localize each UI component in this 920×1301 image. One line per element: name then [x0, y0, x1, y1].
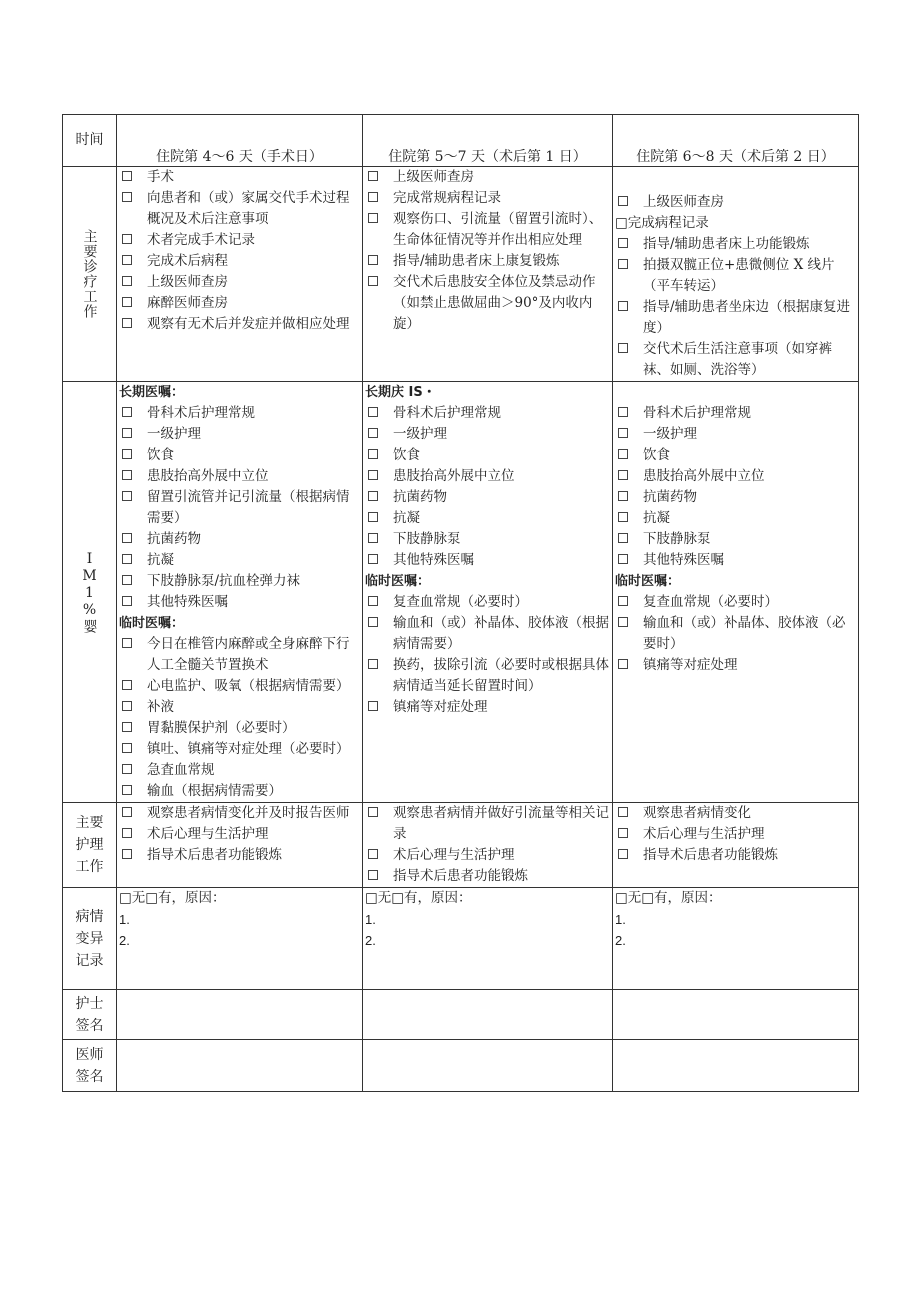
checklist-item — [365, 167, 610, 188]
checklist-item-text: 指导/辅助患者床上功能锻炼 — [643, 236, 810, 252]
checklist-item — [119, 487, 360, 529]
checkbox[interactable] — [618, 428, 628, 438]
temporary-orders-title: 临时医嘱： — [365, 574, 431, 589]
checkbox[interactable] — [122, 192, 132, 202]
checkbox[interactable] — [368, 617, 378, 627]
checkbox[interactable] — [122, 828, 132, 838]
time-label: 时间 — [75, 132, 104, 148]
checklist-item — [615, 403, 856, 424]
checklist-item — [119, 697, 360, 718]
checkbox[interactable] — [122, 533, 132, 543]
checklist-item — [119, 188, 360, 230]
main-work-label-cell — [63, 167, 117, 382]
variation-col3 — [613, 888, 859, 990]
variation-choice[interactable]: □无□有，原因： — [365, 890, 472, 906]
variation-choice[interactable]: □无□有，原因： — [119, 890, 226, 906]
checkbox[interactable] — [368, 596, 378, 606]
checklist-item-text: 术后心理与生活护理 — [643, 826, 765, 842]
checklist — [363, 592, 612, 718]
checkbox[interactable] — [368, 428, 378, 438]
checklist-item-text: 上级医师查房 — [393, 169, 474, 185]
checkbox[interactable] — [368, 276, 378, 286]
checklist-item — [119, 824, 360, 845]
nurse-sign-label: 护士 签名 — [75, 995, 104, 1034]
checklist-item-text: 患肢抬高外展中立位 — [147, 468, 269, 484]
checkbox[interactable] — [122, 764, 132, 774]
checkbox[interactable] — [122, 722, 132, 732]
checkbox[interactable] — [122, 743, 132, 753]
checklist-item-text: 镇吐、镇痛等对症处理（必要时） — [147, 741, 350, 757]
long-term-orders-title: 长期庆 IS・ — [365, 385, 436, 400]
checkbox[interactable] — [618, 849, 628, 859]
checklist-item — [365, 592, 610, 613]
checkbox[interactable] — [368, 659, 378, 669]
doctor-sign-col2[interactable] — [363, 1040, 613, 1092]
checkbox[interactable] — [368, 533, 378, 543]
checklist-item-text: 其他特殊医嘱 — [393, 552, 474, 568]
main-work-label: 主要诊疗工作 — [81, 229, 98, 319]
checkbox[interactable] — [368, 192, 378, 202]
column-header-day1: 住院第 4～6 天（手术日） — [117, 115, 363, 167]
checklist-item — [365, 272, 610, 335]
checklist-item-text: 一级护理 — [393, 426, 447, 442]
checklist-item — [119, 803, 360, 824]
checklist-item — [365, 655, 610, 697]
nurse-sign-col3[interactable] — [613, 990, 859, 1040]
orders-label: IM1%婴 — [81, 550, 98, 634]
checklist-item — [615, 613, 856, 655]
checklist-item-text: 复查血常规（必要时） — [643, 594, 778, 610]
checklist-item-text: 骨科术后护理常规 — [147, 405, 255, 421]
checklist — [363, 803, 612, 887]
checklist-item-text: 上级医师查房 — [147, 274, 228, 290]
checklist — [117, 634, 362, 802]
checklist-item — [365, 550, 610, 571]
checklist-item — [365, 188, 610, 209]
checkbox[interactable] — [368, 807, 378, 817]
checklist-item-text: 拍摄双髋正位+患微侧位 X 线片（平车转运） — [643, 257, 835, 294]
checklist-item-text: 抗菌药物 — [643, 489, 697, 505]
checkbox[interactable] — [368, 171, 378, 181]
checklist-item-text: 抗凝 — [643, 510, 670, 526]
checklist-item — [365, 251, 610, 272]
checkbox[interactable] — [368, 870, 378, 880]
checklist-item — [119, 529, 360, 550]
main-work-col1 — [117, 167, 363, 382]
nursing-col1 — [117, 803, 363, 888]
checklist-item-text: 镇痛等对症处理 — [393, 699, 488, 715]
checklist — [117, 403, 362, 613]
checklist-item — [365, 866, 610, 887]
checklist-item-text: 留置引流管并记引流量（根据病情需要） — [147, 489, 350, 526]
checklist-item-text: 输血和（或）补晶体、胶体液（必要时） — [643, 615, 846, 652]
checklist-item-text: 心电监护、吸氧（根据病情需要） — [147, 678, 350, 694]
checkbox[interactable] — [618, 596, 628, 606]
variation-reason-1[interactable]: 1. — [365, 912, 376, 927]
checklist-item — [119, 845, 360, 866]
nurse-sign-row — [63, 990, 859, 1040]
checklist-item — [615, 529, 856, 550]
checklist — [613, 803, 858, 866]
checklist-item — [119, 718, 360, 739]
checklist-item-text: 下肢静脉泵 — [393, 531, 461, 547]
inline-checklist-item: □完成病程记录 — [615, 215, 709, 231]
checklist-item-text: 指导术后患者功能锻炼 — [393, 868, 528, 884]
checklist-item-text: 饮食 — [393, 447, 420, 463]
checkbox[interactable] — [122, 807, 132, 817]
checklist-item — [615, 487, 856, 508]
orders-col2 — [363, 382, 613, 803]
variation-col2 — [363, 888, 613, 990]
checklist-item — [365, 424, 610, 445]
doctor-sign-label: 医师 签名 — [75, 1046, 104, 1085]
checklist-item-text: 术者完成手术记录 — [147, 232, 255, 248]
checklist-item-text: 指导术后患者功能锻炼 — [147, 847, 282, 863]
checklist-item-text: 饮食 — [643, 447, 670, 463]
checklist-item-text: 观察患者病情变化 — [643, 805, 751, 821]
checklist-item-text: 下肢静脉泵/抗血栓弹力袜 — [147, 573, 301, 589]
checklist-item — [119, 403, 360, 424]
checklist-item-text: 完成常规病程记录 — [393, 190, 501, 206]
temporary-orders-title: 临时医嘱： — [615, 574, 681, 589]
checklist-item-text: 观察有无术后并发症并做相应处理 — [147, 316, 350, 332]
nursing-col2 — [363, 803, 613, 888]
checklist — [613, 592, 858, 676]
checklist-item — [119, 251, 360, 272]
checklist-item-text: 术后心理与生活护理 — [147, 826, 269, 842]
checkbox[interactable] — [618, 449, 628, 459]
checkbox[interactable] — [122, 255, 132, 265]
checklist-item: 上级医师查房 — [615, 192, 856, 213]
doctor-sign-col3[interactable] — [613, 1040, 859, 1092]
main-work-col2 — [363, 167, 613, 382]
checkbox[interactable] — [618, 512, 628, 522]
checklist-item-text: 患肢抬高外展中立位 — [393, 468, 515, 484]
checkbox[interactable] — [368, 554, 378, 564]
checklist-item — [119, 424, 360, 445]
checklist-item-text: 观察患者病情并做好引流量等相关记录 — [393, 805, 609, 842]
checklist-item-text: 完成术后病程 — [147, 253, 228, 269]
checklist-item — [615, 550, 856, 571]
checkbox[interactable] — [122, 234, 132, 244]
checklist — [613, 403, 858, 571]
checklist — [613, 192, 858, 213]
checkbox[interactable] — [122, 491, 132, 501]
checklist-item — [119, 272, 360, 293]
nursing-col3 — [613, 803, 859, 888]
checkbox[interactable] — [122, 554, 132, 564]
doctor-sign-label-cell — [63, 1040, 117, 1092]
checkbox[interactable] — [122, 449, 132, 459]
checkbox[interactable] — [122, 680, 132, 690]
variation-reason-2[interactable]: 2. — [119, 933, 130, 948]
orders-label-cell — [63, 382, 117, 803]
checklist-item-text: 向患者和（或）家属交代手术过程概况及术后注意事项 — [147, 190, 350, 227]
checklist-item-text: 观察患者病情变化并及时报告医师 — [147, 805, 350, 821]
checkbox[interactable] — [122, 701, 132, 711]
nurse-sign-col2[interactable] — [363, 990, 613, 1040]
checklist — [117, 167, 362, 335]
nursing-row — [63, 803, 859, 888]
checklist-item-text: 下肢静脉泵 — [643, 531, 711, 547]
checklist-item — [365, 697, 610, 718]
header-row — [63, 115, 859, 167]
checklist-item — [615, 824, 856, 845]
checklist-item-text: 交代术后患肢安全体位及禁忌动作（如禁止患做屈曲＞90°及内收内旋） — [393, 274, 596, 332]
checkbox[interactable] — [122, 428, 132, 438]
nurse-sign-label-cell — [63, 990, 117, 1040]
checklist-item-text: 手术 — [147, 169, 174, 185]
variation-row — [63, 888, 859, 990]
checkbox[interactable] — [618, 470, 628, 480]
checklist-item-text: 输血和（或）补晶体、胶体液（根据病情需要） — [393, 615, 609, 652]
doctor-sign-row — [63, 1040, 859, 1092]
checklist-item — [365, 613, 610, 655]
checkbox[interactable] — [618, 617, 628, 627]
checkbox[interactable] — [368, 213, 378, 223]
checklist-item — [119, 550, 360, 571]
checkbox[interactable] — [618, 533, 628, 543]
checklist-item-text: 交代术后生活注意事项（如穿裤袜、如厕、洗浴等） — [643, 341, 832, 378]
checklist-item — [615, 339, 856, 381]
checklist-item-text: 镇痛等对症处理 — [643, 657, 738, 673]
checkbox[interactable] — [618, 196, 628, 206]
checklist-item-text: 输血（根据病情需要） — [147, 783, 282, 799]
checkbox[interactable] — [618, 659, 628, 669]
checkbox[interactable] — [122, 276, 132, 286]
checklist-item-text: 抗菌药物 — [147, 531, 201, 547]
checklist-item-text: 指导术后患者功能锻炼 — [643, 847, 778, 863]
nursing-label: 主要 护理 工作 — [75, 815, 104, 875]
checklist-item — [119, 466, 360, 487]
checklist-item-text: 换药，拔除引流（必要时或根据具体病情适当延长留置时间） — [393, 657, 609, 694]
checklist — [117, 803, 362, 866]
checkbox[interactable] — [122, 297, 132, 307]
checkbox[interactable] — [618, 259, 628, 269]
checklist-item — [119, 293, 360, 314]
long-term-orders-title: 长期医嘱： — [119, 385, 185, 400]
checkbox[interactable] — [368, 449, 378, 459]
orders-row — [63, 382, 859, 803]
checklist-item — [119, 445, 360, 466]
checklist-item — [615, 803, 856, 824]
checklist-item — [615, 255, 856, 297]
column-header-day3: 住院第 6～8 天（术后第 2 日） — [613, 115, 859, 167]
checkbox[interactable] — [122, 638, 132, 648]
time-label-cell — [63, 115, 117, 167]
checklist-item-text: 抗凝 — [393, 510, 420, 526]
variation-label-cell — [63, 888, 117, 990]
main-work-row — [63, 167, 859, 382]
checklist-item — [615, 508, 856, 529]
checkbox[interactable] — [122, 171, 132, 181]
main-work-col3 — [613, 167, 859, 382]
orders-col3 — [613, 382, 859, 803]
checklist-item — [365, 529, 610, 550]
checkbox[interactable] — [368, 255, 378, 265]
checklist-item — [615, 655, 856, 676]
checkbox[interactable] — [618, 238, 628, 248]
checklist-item — [119, 781, 360, 802]
checkbox[interactable] — [368, 470, 378, 480]
checklist-item — [119, 760, 360, 781]
checkbox[interactable] — [122, 785, 132, 795]
checklist-item — [365, 487, 610, 508]
nurse-sign-col1[interactable] — [117, 990, 363, 1040]
checklist-item-text: 胃黏膜保护剂（必要时） — [147, 720, 296, 736]
checklist-item-text: 患肢抬高外展中立位 — [643, 468, 765, 484]
checklist-item-text: 指导/辅助患者坐床边（根据康复进度） — [643, 299, 851, 336]
checkbox[interactable] — [618, 301, 628, 311]
variation-choice[interactable]: □无□有，原因： — [615, 890, 722, 906]
checklist-item — [365, 845, 610, 866]
checklist — [363, 167, 612, 335]
checkbox[interactable] — [368, 491, 378, 501]
checklist — [363, 403, 612, 571]
checklist-item-text: 急査血常规 — [147, 762, 215, 778]
checklist-item — [615, 445, 856, 466]
checkbox[interactable] — [122, 575, 132, 585]
variation-reason-2[interactable]: 2. — [365, 933, 376, 948]
checkbox[interactable] — [122, 318, 132, 328]
checkbox[interactable] — [122, 470, 132, 480]
checkbox[interactable] — [618, 491, 628, 501]
clinical-pathway-table — [62, 114, 859, 1092]
checklist-item — [119, 571, 360, 592]
checkbox[interactable] — [368, 701, 378, 711]
checkbox[interactable] — [122, 849, 132, 859]
checkbox[interactable] — [122, 596, 132, 606]
checklist-item — [365, 508, 610, 529]
checklist-item-text: 观察伤口、引流量（留置引流时）、生命体征情况等并作出相应处理 — [393, 211, 603, 248]
checklist-item — [615, 845, 856, 866]
checklist-item-text: 指导/辅助患者床上康复锻炼 — [393, 253, 560, 269]
checkbox[interactable] — [618, 407, 628, 417]
variation-label: 病情 变异 记录 — [75, 908, 104, 969]
checkbox[interactable] — [368, 849, 378, 859]
variation-reason-1[interactable]: 1. — [615, 912, 626, 927]
checklist-item-text: 骨科术后护理常规 — [393, 405, 501, 421]
checkbox[interactable] — [618, 828, 628, 838]
checklist-item — [615, 234, 856, 255]
checklist-item — [365, 803, 610, 845]
checklist-item — [119, 167, 360, 188]
checklist-item — [365, 445, 610, 466]
checklist-item-text: 其他特殊医嘱 — [147, 594, 228, 610]
checklist-item — [119, 634, 360, 676]
checklist — [613, 234, 858, 381]
checkbox[interactable] — [122, 407, 132, 417]
checklist-item — [119, 676, 360, 697]
checklist-item — [119, 739, 360, 760]
checklist-item — [119, 592, 360, 613]
checklist-item — [615, 592, 856, 613]
checklist-item-text: 麻醉医师查房 — [147, 295, 228, 311]
variation-col1 — [117, 888, 363, 990]
checklist-item-text: 一级护理 — [147, 426, 201, 442]
checklist-item — [365, 466, 610, 487]
column-header-day2: 住院第 5～7 天（术后第 1 日） — [363, 115, 613, 167]
checklist-item — [119, 230, 360, 251]
temporary-orders-title: 临时医嘱： — [119, 616, 185, 631]
checklist-item-text: 术后心理与生活护理 — [393, 847, 515, 863]
checklist-item-text: 骨科术后护理常规 — [643, 405, 751, 421]
checklist-item-text: 抗凝 — [147, 552, 174, 568]
checklist-item-text: 一级护理 — [643, 426, 697, 442]
checklist-item-text: 今日在椎管内麻醉或全身麻醉下行人工全髓关节置换术 — [147, 636, 350, 673]
doctor-sign-col1[interactable] — [117, 1040, 363, 1092]
checkbox[interactable] — [618, 807, 628, 817]
orders-col1 — [117, 382, 363, 803]
checklist-item-text: 补液 — [147, 699, 174, 715]
checklist-item — [119, 314, 360, 335]
checklist-item-text: 其他特殊医嘱 — [643, 552, 724, 568]
checklist-item — [615, 297, 856, 339]
checkbox[interactable] — [618, 343, 628, 353]
checkbox[interactable] — [618, 554, 628, 564]
checklist-item — [615, 466, 856, 487]
checklist-item-text: 复查血常规（必要时） — [393, 594, 528, 610]
checklist-item — [365, 209, 610, 251]
checklist-item — [365, 403, 610, 424]
checklist-item-text: 饮食 — [147, 447, 174, 463]
checklist-item — [615, 424, 856, 445]
variation-reason-2[interactable]: 2. — [615, 933, 626, 948]
variation-reason-1[interactable]: 1. — [119, 912, 130, 927]
nursing-label-cell — [63, 803, 117, 888]
checkbox[interactable] — [368, 512, 378, 522]
checklist-item-text: 抗菌药物 — [393, 489, 447, 505]
checkbox[interactable] — [368, 407, 378, 417]
